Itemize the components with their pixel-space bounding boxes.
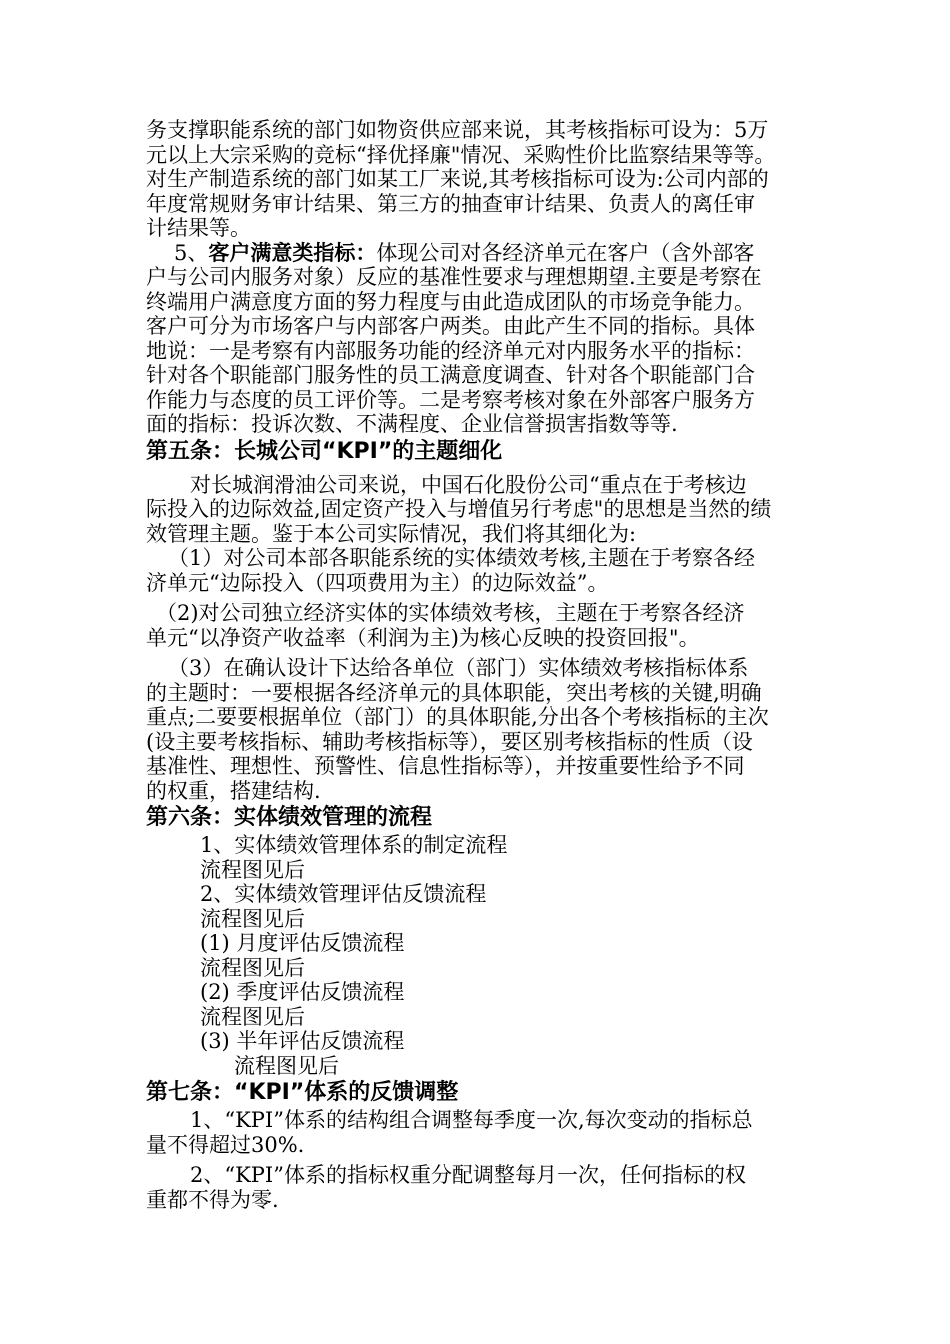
flow-item: 2、实体绩效管理评估反馈流程 (200, 882, 487, 906)
text-line: 的权重，搭建结构. (146, 778, 321, 803)
kpi-adjust-item-1 (146, 1108, 818, 1157)
flow-chart-note: 流程图见后 (200, 955, 305, 980)
text-line: 2、“KPI”体系的指标权重分配调整每月一次，任何指标的权 (190, 1163, 746, 1187)
text-line: 对生产制造系统的部门如某工厂来说,其考核指标可设为:公司内部的 (146, 167, 769, 191)
text-line: 年度常规财务审计结果、第三方的抽查审计结果、负责人的离任审 (146, 191, 755, 216)
text-line: 单元“以净资产收益率（利润为主)为核心反映的投资回报"。 (146, 625, 700, 650)
list-item-1 (146, 546, 818, 595)
text-line: 面的指标：投诉次数、不满程度、企业信誉损害指数等等. (146, 412, 678, 436)
text-line: 客户可分为市场客户与内部客户两类。由此产生不同的指标。具体 (146, 314, 755, 338)
text-line: 基准性、理想性、预警性、信息性指标等），并按重要性给予不同 (146, 754, 745, 778)
text-line: （2)对公司独立经济实体的实体绩效考核，主题在于考察各经济 (156, 601, 745, 625)
text-line: 1、“KPI”体系的结构组合调整每季度一次,每次变动的指标总 (190, 1108, 753, 1132)
flow-item: (3) 半年评估反馈流程 (200, 1029, 405, 1053)
list-item-2 (146, 601, 818, 650)
item-number: 5、 (174, 240, 209, 265)
kpi-adjust-item-2 (146, 1163, 818, 1212)
text-line (146, 241, 818, 266)
list-item-3 (146, 656, 818, 803)
flow-list (146, 833, 818, 1078)
text-line: 地说：一是考察有内部服务功能的经济单元对内服务水平的指标： (146, 338, 755, 363)
paragraph-kpi-theme (146, 473, 818, 547)
flow-chart-note: 流程图见后 (200, 906, 305, 931)
paragraph-audit-indicators (146, 118, 818, 241)
flow-chart-note: 流程图见后 (200, 857, 305, 882)
text-line: 计结果等。 (146, 216, 251, 240)
section-heading-article-6: 第六条：实体绩效管理的流程 (146, 805, 433, 830)
document-page (146, 118, 818, 1212)
text-line: 终端用户满意度方面的努力程度与由此造成团队的市场竞争能力。 (146, 289, 755, 314)
flow-chart-note: 流程图见后 (234, 1053, 339, 1078)
flow-item: (1) 月度评估反馈流程 (200, 931, 405, 955)
paragraph-customer-satisfaction (146, 241, 818, 437)
item-text: 体现公司对各经济单元在客户（含外部客 (376, 240, 755, 265)
section-heading-article-7: 第七条：“KPI”体系的反馈调整 (146, 1080, 459, 1105)
section-heading-article-5: 第五条：长城公司“KPI”的主题细化 (146, 438, 503, 464)
text-line: （3）在确认设计下达给各单位（部门）实体绩效考核指标体系 (168, 656, 749, 680)
text-line: 的主题时：一要根据各经济单元的具体职能，突出考核的关键,明确 (146, 680, 762, 705)
text-line: 元以上大宗采购的竞标“择优择廉"情况、采购性价比监察结果等等。 (146, 142, 776, 167)
item-title: 客户满意类指标： (208, 240, 377, 265)
text-line: 户与公司内服务对象）反应的基准性要求与理想期望.主要是考察在 (146, 265, 762, 289)
text-line: 济单元“边际投入（四项费用为主）的边际效益”。 (146, 570, 609, 595)
flow-item: 1、实体绩效管理体系的制定流程 (200, 833, 508, 857)
text-line: 针对各个职能部门服务性的员工满意度调查、针对各个职能部门合 (146, 363, 755, 387)
text-line: 作能力与态度的员工评价等。二是考察考核对象在外部客户服务方 (146, 387, 755, 412)
text-line: 务支撑职能系统的部门如物资供应部来说，其考核指标可设为：5万 (146, 118, 769, 142)
text-line: 量不得超过30%. (146, 1132, 305, 1157)
text-line: 效管理主题。鉴于本公司实际情况，我们将其细化为: (146, 521, 637, 546)
text-line: （1）对公司本部各职能系统的实体绩效考核,主题在于考察各经 (168, 546, 756, 570)
flow-item: (2) 季度评估反馈流程 (200, 980, 405, 1004)
text-line: 重都不得为零. (146, 1187, 279, 1212)
text-line: 重点;二要要根据单位（部门）的具体职能,分出各个考核指标的主次 (146, 705, 769, 729)
text-line: 际投入的边际效益,固定资产投入与增值另行考虑"的思想是当然的绩 (146, 497, 772, 521)
flow-chart-note: 流程图见后 (200, 1004, 305, 1029)
text-line: 对长城润滑油公司来说，中国石化股份公司“重点在于考核边 (190, 472, 747, 497)
text-line: (设主要考核指标、辅助考核指标等），要区别考核指标的性质（设 (146, 729, 753, 754)
